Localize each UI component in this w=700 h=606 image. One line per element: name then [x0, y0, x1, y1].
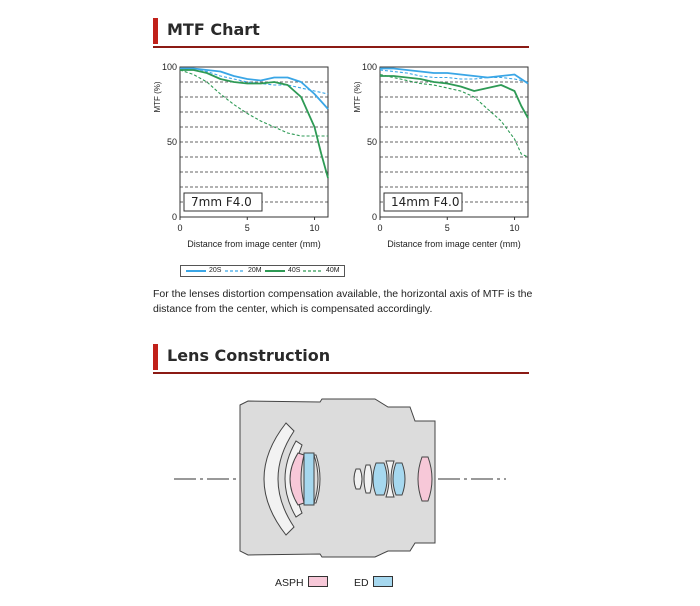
mtf-section-title: MTF Chart [167, 20, 260, 39]
y-tick-label: 50 [166, 137, 177, 147]
lens-legend-ed [354, 573, 393, 589]
mtf-chart-7mm [150, 58, 330, 253]
mtf-section-header [153, 18, 529, 48]
x-axis-label: Distance from image center (mm) [187, 239, 321, 249]
mtf-chart-14mm-plot [350, 58, 530, 253]
lens-construction-diagram [170, 395, 510, 560]
asph-swatch [308, 576, 328, 587]
lens-section-title: Lens Construction [167, 346, 331, 365]
y-tick-label: 0 [371, 212, 377, 222]
y-axis-label: MTF (%) [153, 81, 162, 113]
mtf-chart-14mm [350, 58, 530, 253]
legend-label-20s: 20S [209, 267, 222, 274]
ed-swatch [373, 576, 393, 587]
lens-element-8-ed [373, 463, 387, 495]
x-tick-label: 5 [244, 223, 250, 233]
x-tick-label: 5 [444, 223, 450, 233]
y-tick-label: 100 [361, 62, 377, 72]
lens-element-7 [364, 465, 372, 493]
chart-title: 7mm F4.0 [191, 195, 252, 209]
legend-label-20m: 20M [248, 267, 262, 274]
lens-legend-asph [275, 573, 328, 589]
y-tick-label: 0 [171, 212, 177, 222]
distortion-note: For the lenses distortion compensation available, the horizontal axis of MTF is the distance from the center, which is compensated accordingly. [153, 288, 533, 315]
mtf-chart-7mm-plot [150, 58, 330, 253]
y-tick-label: 50 [366, 137, 377, 147]
lens-element-11-asph [418, 457, 432, 501]
y-tick-label: 100 [161, 62, 177, 72]
title-accent-bar [153, 18, 158, 44]
x-tick-label: 10 [309, 223, 320, 233]
title-accent-bar [153, 344, 158, 370]
x-tick-label: 0 [177, 223, 183, 233]
x-tick-label: 10 [509, 223, 520, 233]
y-axis-label: MTF (%) [353, 81, 362, 113]
ed-label: ED [354, 577, 369, 589]
x-tick-label: 0 [377, 223, 383, 233]
lens-element-4-ed [304, 453, 314, 505]
asph-label: ASPH [275, 577, 304, 589]
chart-title: 14mm F4.0 [391, 195, 460, 209]
legend-label-40s: 40S [288, 267, 301, 274]
legend-label-40m: 40M [326, 267, 340, 274]
lens-element-10-ed [393, 463, 405, 495]
x-axis-label: Distance from image center (mm) [387, 239, 521, 249]
lens-section-header [153, 344, 529, 374]
mtf-legend [180, 265, 345, 277]
lens-element-6 [354, 469, 362, 489]
lens-diagram-svg [170, 395, 510, 560]
